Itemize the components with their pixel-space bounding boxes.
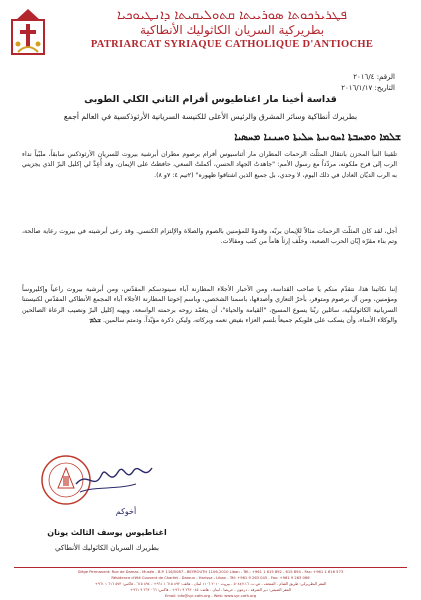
date-value: ٢٠١٦/١/١٧ [341, 84, 373, 92]
footer-divider [14, 567, 407, 568]
footer-line-2: Résidence d'été Couvent de Charfet - Daroun - Harissa - Liban - Tél: +961 9 263 045 - Fax: +961 9 263 066 [111, 576, 310, 580]
footer-line-1: Siège Permanent: Rue de Damas - Musée - B.P. 116/5087 - BEYROUTH 1106-2010 Liban - Tél.: +961 1 615 892 - 615 894 - Fax: +961 1 616 573 [77, 570, 344, 574]
signatory-name: اغناطيوس يوسف الثالث يونان [47, 528, 167, 537]
footer-line-3: المقر البطريركي: طريق الشام - المتحف - ص.ب. ٥٠٨٧/١١٦ - بيروت ٢٠١٠ ١١٠٦ لبنان - هاتف: ٨٩٢ ٦١٥ ١ ٩٦١+ - ٨٩٤ ٦١٥ - فاكس: ٥٧٣ ٦١٦ ١ ٩٦١+ [94, 582, 327, 586]
body-paragraph-1: تلقينا النبأ المحزن بانتقال المثلّث الرحمات المطران مار أثناسيوس أفرام برصوم مطران أبرشية بيروت للسريان الأرثوذكس سابقاً، ملبّياً نداء الرب إلى فرح ملكوته، مردّداً مع رسول الأمم: "جاهدتُ الجهاد الحسن، أكملتُ السعي، حافظتُ على الإيمان، وقد أُعِدَّ لي إكليل البرّ الذي يجزيني به الرب الديّان العادل في ذلك اليوم، لا وحدي، بل جميع الذين اشتاقوا ظهوره" (٢تيم ٤: ٧و ٨). [22, 151, 397, 179]
letterhead-french: PATRIARCAT SYRIAQUE CATHOLIQUE D'ANTIOCHE [90, 39, 374, 50]
addressee-title: قداسة أخينا مار اغناطيوس أفرام الثاني الكلي الطوبى [84, 94, 337, 105]
reference-label: الرقم: [376, 73, 395, 81]
letter-footer [14, 569, 407, 599]
letterhead-syriac: ܦܛܪܝܪܟܘܬܐ ܣܘܪܝܝܬܐ ܩܬܘܠܝܩܝܬܐ ܕܐܢܛܝܘܟܝܐ [117, 8, 347, 23]
body-paragraph-2: أجل، لقد كان المثلّث الرحمات مثالاً للإيمان بربّه، وقدوةً للمؤمنين بالصوم والصلاة والإلتزام الكنسي. وقد رعى أبرشيته في بيروت رعاية صالحة، وتم بناء مقرّه إبّان الحرب الصعبة، وخلّف إرثاً هاماً من كتب ومقالات. [22, 228, 397, 246]
reference-number: ٢٠١٦/٤ [353, 73, 375, 81]
signatory-role: بطريرك السريان الكاثوليك الأنطاكي [55, 544, 159, 552]
addressee-subtitle: بطريرك أنطاكية وسائر المشرق والرئيس الأعلى للكنيسة السريانية الأرثوذكسية في العالم أجمع [63, 112, 358, 121]
signature-brotherly-label: أخوكم [115, 507, 137, 516]
patriarchal-seal-icon [42, 456, 90, 504]
syriac-greeting: ܫܠܡܐ ܘܡܚܒܬܐ ܐܚܘܢܝܬܐ ܚܠܝܬܐ ܘܚܢܢܐ ܡܚܣܝܐ [234, 132, 401, 143]
closing-syriac: ܫܠܡ [89, 317, 101, 325]
footer-line-5: Email: info@syr-cath.org - Web: www.syr-cath.org [164, 594, 257, 598]
date-row [195, 83, 395, 94]
letterhead-text [54, 8, 410, 52]
date-label: التاريخ: [374, 84, 395, 92]
letterhead-arabic: بطريركية السريان الكاثوليك الأنطاكية [139, 23, 325, 37]
signature-and-seal [36, 440, 156, 520]
body-paragraph-3 [22, 285, 397, 327]
letterhead [8, 6, 413, 62]
patriarchal-emblem-icon [8, 6, 48, 58]
footer-line-4: المقر الصيفي: دير الشرفة - درعون - حريصا - لبنان - هاتف: ٠٤٥ ٢٦٣ ٩ ٩٦١+ - فاكس: ٠٦٦ ٢٦٣ ٩ ٩٦١+ [130, 588, 291, 592]
reference-number-row [195, 72, 395, 83]
body-paragraph-3-text: إننا نكاتبنا هذا، نتقدّم منكم يا صاحب القداسة، ومن الأحبار الأجلاء المطارنة آباء سينودسكم المقدّس، ومن أبرشية بيروت راعياً وإكليروساً ومؤمنين، ومن آل برصوم ومتوفر، بأحرّ التعازي وأصدقها، باسمنا الشخصي، وباسم إخوتنا المطارنة الأجلاء آباء المجمع الأنطاكي المقدّس لكنيستنا السريانية الكاثوليكية، سائلين ربّنا يسوع المسيح، "القيامة والحياة"، أن يتغمّد روحه برحمته الواسعة، ويهبه إكليل البرّ ونصيب الرعاة الصالحين والوكلاء الأمناء، وأن يسكب على قلوبكم جميعاً بلسم العزاء بفيض نعمه وبركاته، وليكن ذكره مؤبّداً. ودمتم سالمين. [22, 286, 397, 325]
reference-block [195, 72, 395, 94]
